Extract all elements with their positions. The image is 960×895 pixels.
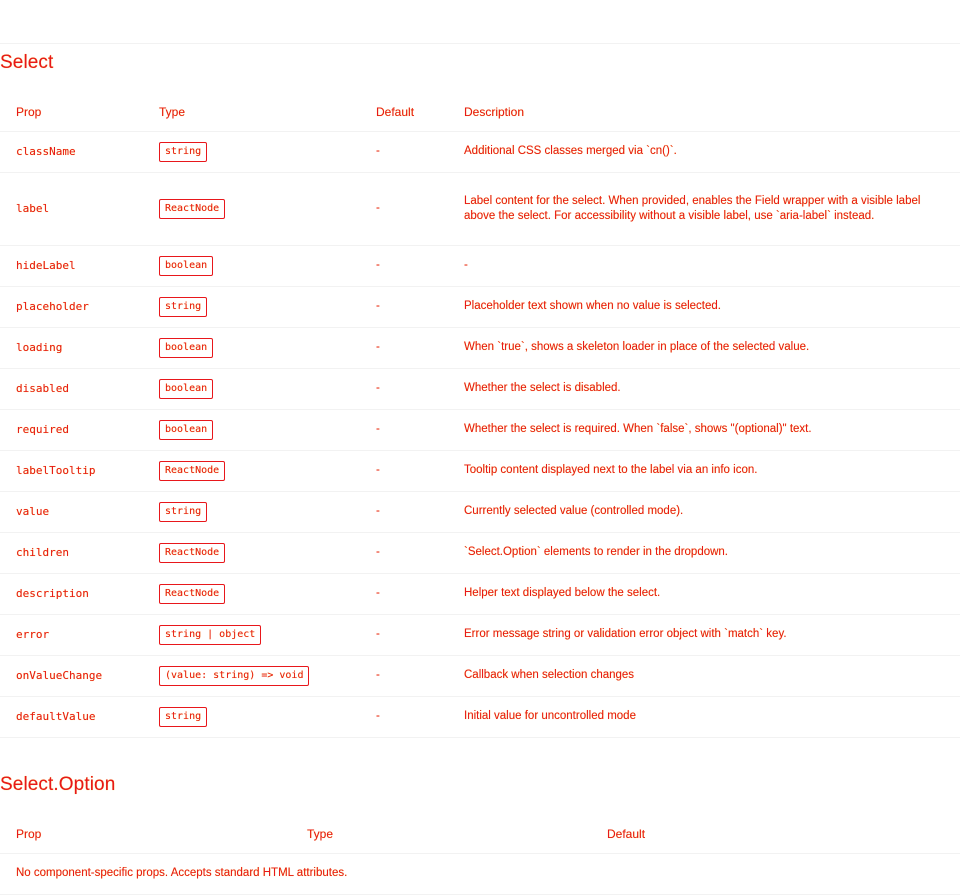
prop-default: - (360, 697, 448, 738)
header-default: Default (360, 92, 448, 132)
prop-default: - (360, 492, 448, 533)
empty-props-message: No component-specific props. Accepts standard HTML attributes. (0, 854, 960, 895)
section-title-select-option: Select.Option (0, 774, 116, 795)
table-row (0, 173, 960, 246)
prop-name: className (0, 132, 143, 173)
header-type: Type (291, 814, 591, 854)
prop-type: ReactNode (159, 543, 225, 563)
prop-name: defaultValue (0, 697, 143, 738)
prop-default: - (360, 328, 448, 369)
table-row (0, 854, 960, 895)
prop-description: Tooltip content displayed next to the label via an info icon. (448, 451, 960, 492)
header-prop: Prop (0, 814, 291, 854)
prop-description: Helper text displayed below the select. (448, 574, 960, 615)
prop-type-cell (143, 369, 360, 410)
prop-type: boolean (159, 420, 213, 440)
prop-default: - (360, 533, 448, 574)
prop-default: - (360, 173, 448, 246)
table-row (0, 615, 960, 656)
table-row (0, 492, 960, 533)
prop-type: boolean (159, 256, 213, 276)
prop-name: onValueChange (0, 656, 143, 697)
prop-default: - (360, 656, 448, 697)
prop-type-cell (143, 451, 360, 492)
table-row (0, 656, 960, 697)
table-row (0, 369, 960, 410)
prop-default: - (360, 369, 448, 410)
prop-name: loading (0, 328, 143, 369)
section-title-select: Select (0, 52, 54, 73)
prop-type: string | object (159, 625, 261, 645)
prop-type-cell (143, 287, 360, 328)
prop-description: When `true`, shows a skeleton loader in place of the selected value. (448, 328, 960, 369)
table-row (0, 246, 960, 287)
prop-description: Callback when selection changes (448, 656, 960, 697)
prop-name: value (0, 492, 143, 533)
prop-type-cell (143, 173, 360, 246)
prop-description: Whether the select is required. When `false`, shows "(optional)" text. (448, 410, 960, 451)
prop-description: Additional CSS classes merged via `cn()`. (448, 132, 960, 173)
table-header-row (0, 814, 960, 854)
prop-type-cell (143, 615, 360, 656)
prop-default: - (360, 615, 448, 656)
header-type: Type (143, 92, 360, 132)
prop-type-cell (143, 410, 360, 451)
select-props-table (0, 92, 960, 738)
header-default: Default (591, 814, 960, 854)
prop-name: placeholder (0, 287, 143, 328)
prop-type: ReactNode (159, 584, 225, 604)
prop-name: required (0, 410, 143, 451)
prop-type-cell (143, 132, 360, 173)
prop-name: labelTooltip (0, 451, 143, 492)
prop-type-cell (143, 697, 360, 738)
select-props-body (0, 132, 960, 738)
prop-type: ReactNode (159, 199, 225, 219)
header-description: Description (448, 92, 960, 132)
prop-type-cell (143, 246, 360, 287)
prop-description: Currently selected value (controlled mode). (448, 492, 960, 533)
prop-default: - (360, 287, 448, 328)
prop-name: hideLabel (0, 246, 143, 287)
prop-description: Whether the select is disabled. (448, 369, 960, 410)
prop-description: - (448, 246, 960, 287)
prop-name: children (0, 533, 143, 574)
header-prop: Prop (0, 92, 143, 132)
prop-type: string (159, 707, 207, 727)
prop-default: - (360, 410, 448, 451)
prop-type: string (159, 142, 207, 162)
table-row (0, 287, 960, 328)
prop-type-cell (143, 574, 360, 615)
table-row (0, 697, 960, 738)
select-option-props-table (0, 814, 960, 895)
prop-type-cell (143, 656, 360, 697)
prop-name: label (0, 173, 143, 246)
prop-default: - (360, 246, 448, 287)
prop-type: string (159, 297, 207, 317)
prop-name: error (0, 615, 143, 656)
table-row (0, 410, 960, 451)
prop-description: Error message string or validation error object with `match` key. (448, 615, 960, 656)
prop-description: Label content for the select. When provided, enables the Field wrapper with a visible label above the select. For accessibility without a visible label, use `aria-label` instead. (448, 173, 960, 246)
prop-type-cell (143, 533, 360, 574)
prop-name: description (0, 574, 143, 615)
table-row (0, 328, 960, 369)
prop-name: disabled (0, 369, 143, 410)
prop-default: - (360, 451, 448, 492)
prop-type: string (159, 502, 207, 522)
top-divider (0, 43, 960, 44)
prop-type: boolean (159, 338, 213, 358)
table-row (0, 574, 960, 615)
prop-default: - (360, 132, 448, 173)
prop-type-cell (143, 492, 360, 533)
prop-type: ReactNode (159, 461, 225, 481)
table-row (0, 132, 960, 173)
prop-description: Initial value for uncontrolled mode (448, 697, 960, 738)
prop-description: `Select.Option` elements to render in the dropdown. (448, 533, 960, 574)
prop-type: boolean (159, 379, 213, 399)
table-row (0, 533, 960, 574)
prop-type: (value: string) => void (159, 666, 309, 686)
prop-type-cell (143, 328, 360, 369)
prop-description: Placeholder text shown when no value is selected. (448, 287, 960, 328)
table-header-row (0, 92, 960, 132)
table-row (0, 451, 960, 492)
prop-default: - (360, 574, 448, 615)
